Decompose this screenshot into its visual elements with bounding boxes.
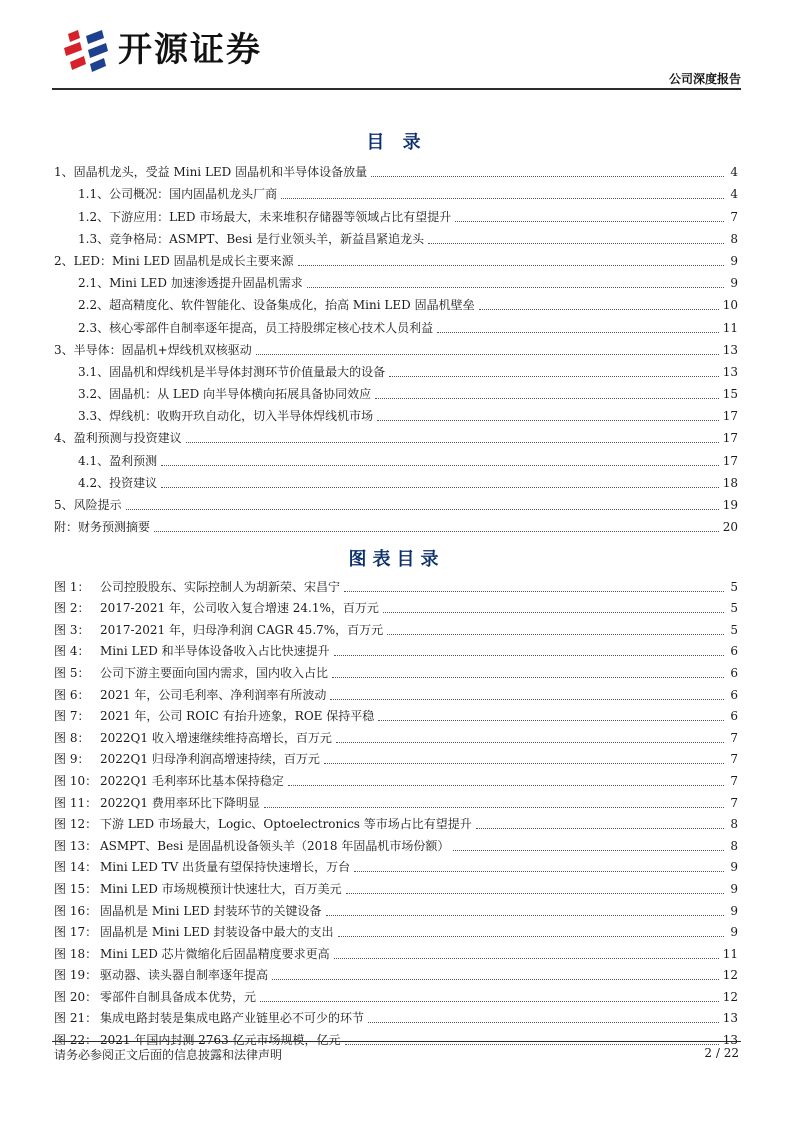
figure-number: 图 10：	[54, 773, 98, 788]
figure-entry[interactable]	[54, 962, 738, 984]
dot-leader	[332, 676, 724, 678]
figure-entry-label	[54, 709, 376, 724]
figure-entry-label	[54, 796, 262, 811]
dot-leader	[260, 1000, 719, 1002]
figure-caption: Mini LED 和半导体设备收入占比快速提升	[100, 644, 330, 659]
figure-entry-label	[54, 774, 286, 789]
toc-entry[interactable]	[54, 446, 738, 468]
toc-entry-label: 2.2、超高精度化、软件智能化、设备集成化，抬高 Mini LED 固晶机壁垒	[78, 298, 475, 313]
figure-number: 图 13：	[54, 838, 98, 853]
figure-entry-label	[54, 839, 451, 854]
dot-leader	[161, 464, 719, 466]
dot-leader	[455, 220, 724, 222]
page-number: 11	[722, 320, 738, 335]
page-number: 17	[722, 409, 738, 424]
page-number: 8	[730, 817, 738, 832]
dot-leader	[161, 486, 719, 488]
toc-entry-label: 4.2、投资建议	[78, 475, 158, 490]
brand-name: 开源证券	[118, 30, 262, 70]
figure-number: 图 7：	[54, 709, 90, 724]
toc-entry[interactable]	[54, 491, 738, 513]
dot-leader	[368, 1021, 719, 1023]
page-number: 17	[722, 453, 738, 468]
figure-caption: 下游 LED 市场最大，Logic、Optoelectronics 等市场占比有望提升	[100, 817, 472, 832]
page-number: 8	[730, 838, 738, 853]
figure-entry[interactable]	[54, 616, 738, 638]
figure-entry-label	[54, 904, 324, 919]
figure-caption: 2021 年，公司毛利率、净利润率有所波动	[100, 687, 327, 702]
dot-leader	[383, 611, 724, 613]
page-number: 9	[730, 903, 738, 918]
figure-entry-label	[54, 968, 270, 983]
dot-leader	[307, 286, 724, 288]
figure-entry-label	[54, 580, 342, 595]
page-number: 7	[730, 795, 738, 810]
figure-entry[interactable]	[54, 681, 738, 703]
page-number: 5	[730, 622, 738, 637]
toc-entry-label: 1.1、公司概况：国内固晶机龙头厂商	[78, 187, 278, 202]
figure-caption: 固晶机是 Mini LED 封装环节的关键设备	[100, 903, 322, 918]
toc-entry-label: 3.3、焊线机：收购开玖自动化，切入半导体焊线机市场	[78, 409, 374, 424]
toc-entry-label: 4.1、盈利预测	[78, 453, 158, 468]
page-number: 20	[722, 520, 738, 535]
toc-entry[interactable]	[54, 336, 738, 358]
figure-caption: 2022Q1 归母净利润高增速持续，百万元	[100, 752, 320, 767]
toc-entry[interactable]	[54, 313, 738, 335]
toc-title: 目 录	[366, 132, 427, 153]
figure-entry[interactable]	[54, 811, 738, 833]
page-number: 4	[730, 187, 738, 202]
dot-leader	[346, 892, 724, 894]
figure-caption: 2021 年国内封测 2763 亿元市场规模，亿元	[100, 1033, 341, 1048]
figure-entry-label	[54, 925, 336, 940]
page-number: 11	[722, 946, 738, 961]
figure-entry[interactable]	[54, 767, 738, 789]
dot-leader	[378, 719, 724, 721]
figure-entry[interactable]	[54, 638, 738, 660]
figure-number: 图 2：	[54, 601, 90, 616]
page-number: 13	[722, 1011, 738, 1026]
footer-disclaimer: 请务必参阅正文后面的信息披露和法律声明	[54, 1048, 283, 1062]
figure-number: 图 11：	[54, 795, 98, 810]
figure-number: 图 20：	[54, 989, 98, 1004]
figure-entry-label	[54, 947, 332, 962]
page-number: 12	[722, 968, 738, 983]
dot-leader	[334, 957, 719, 959]
toc-entry[interactable]	[54, 380, 738, 402]
dot-leader	[288, 784, 724, 786]
page-number: 9	[730, 881, 738, 896]
figure-entry[interactable]	[54, 659, 738, 681]
dot-leader	[336, 741, 724, 743]
dot-leader	[377, 419, 719, 421]
header-divider	[52, 88, 741, 90]
toc-list	[54, 158, 738, 535]
figure-caption: Mini LED TV 出货量有望保持快速增长，万台	[100, 860, 351, 875]
figure-number: 图 16：	[54, 903, 98, 918]
figure-number: 图 12：	[54, 817, 98, 832]
figure-entry[interactable]	[54, 746, 738, 768]
figure-number: 图 6：	[54, 687, 90, 702]
figure-entry[interactable]	[54, 595, 738, 617]
toc-entry-label: 1、固晶机龙头，受益 Mini LED 固晶机和半导体设备放量	[54, 165, 368, 180]
figure-caption: 驱动器、读头器自制率逐年提高	[100, 968, 269, 983]
toc-entry-label: 2.1、Mini LED 加速渗透提升固晶机需求	[78, 276, 303, 291]
dot-leader	[324, 762, 724, 764]
figure-entry[interactable]	[54, 1005, 738, 1027]
toc-entry[interactable]	[54, 469, 738, 491]
figure-number: 图 14：	[54, 860, 98, 875]
figure-entry-label	[54, 882, 344, 897]
dot-leader	[387, 633, 724, 635]
page-number: 6	[730, 709, 738, 724]
figure-number: 图 8：	[54, 730, 90, 745]
page-number: 13	[722, 364, 738, 379]
dot-leader	[186, 441, 719, 443]
figure-caption: 固晶机是 Mini LED 封装设备中最大的支出	[100, 925, 334, 940]
page-header	[0, 0, 793, 90]
dot-leader	[479, 308, 719, 310]
figure-entry[interactable]	[54, 832, 738, 854]
dot-leader	[272, 978, 719, 980]
figure-entry-label	[54, 666, 330, 681]
toc-entry[interactable]	[54, 424, 738, 446]
figure-caption: 2022Q1 毛利率环比基本保持稳定	[100, 773, 284, 788]
dot-leader	[371, 175, 724, 177]
figure-caption: 2022Q1 收入增速继续维持高增长，百万元	[100, 730, 332, 745]
toc-entry-label: 3.2、固晶机：从 LED 向半导体横向拓展具备协同效应	[78, 387, 372, 402]
figure-entry-label	[54, 688, 328, 703]
dot-leader	[375, 397, 719, 399]
toc-entry-label: 2、LED：Mini LED 固晶机是成长主要来源	[54, 253, 294, 268]
toc-entry[interactable]	[54, 269, 738, 291]
page-number: 9	[730, 925, 738, 940]
toc-entry[interactable]	[54, 513, 738, 535]
figure-caption: 2017-2021 年，归母净利润 CAGR 45.7%，百万元	[100, 622, 384, 637]
figure-entry[interactable]	[54, 919, 738, 941]
page-number: 7	[730, 773, 738, 788]
page-number: 7	[730, 730, 738, 745]
dot-leader	[453, 849, 724, 851]
figure-entry-label	[54, 860, 352, 875]
toc-entry[interactable]	[54, 402, 738, 424]
figure-number: 图 17：	[54, 925, 98, 940]
figure-number: 图 1：	[54, 579, 90, 594]
report-type-label: 公司深度报告	[668, 72, 741, 86]
figure-number: 图 4：	[54, 644, 90, 659]
figure-entry-label	[54, 817, 474, 832]
figure-number: 图 22：	[54, 1033, 98, 1048]
figure-entry[interactable]	[54, 940, 738, 962]
toc-entry[interactable]	[54, 247, 738, 269]
page-number: 5	[730, 601, 738, 616]
toc-entry-label: 4、盈利预测与投资建议	[54, 431, 182, 446]
toc-entry[interactable]	[54, 291, 738, 313]
figure-caption: 公司下游主要面向国内需求，国内收入占比	[100, 665, 329, 680]
footer-divider	[52, 1041, 741, 1042]
brand-logo	[62, 26, 292, 76]
toc-entry-label: 附：财务预测摘要	[54, 520, 151, 535]
figure-entry-label	[54, 623, 385, 638]
page-number: 5	[730, 579, 738, 594]
brand-logo-icon	[62, 26, 112, 76]
figure-entry-label	[54, 601, 381, 616]
toc-entry-label: 1.3、竞争格局：ASMPT、Besi 是行业领头羊，新益昌紧追龙头	[78, 231, 425, 246]
figure-number: 图 15：	[54, 881, 98, 896]
figure-caption: ASMPT、Besi 是固晶机设备领头羊（2018 年固晶机市场份额）	[100, 838, 450, 853]
page-number: 4	[730, 165, 738, 180]
figure-caption: Mini LED 市场规模预计快速壮大，百万美元	[100, 881, 342, 896]
figure-caption: 2022Q1 费用率环比下降明显	[100, 795, 260, 810]
page-number: 6	[730, 644, 738, 659]
figure-list-title: 图表目录	[348, 549, 445, 570]
figure-entry[interactable]	[54, 573, 738, 595]
toc-entry[interactable]	[54, 202, 738, 224]
page-number: 13	[722, 342, 738, 357]
figure-entry[interactable]	[54, 875, 738, 897]
page-number: 17	[722, 431, 738, 446]
toc-entry-label: 3、半导体：固晶机+焊线机双核驱动	[54, 342, 252, 357]
figure-entry-label	[54, 731, 334, 746]
figure-entry-label	[54, 752, 322, 767]
dot-leader	[256, 353, 719, 355]
dot-leader	[344, 590, 724, 592]
page-number: 15	[722, 387, 738, 402]
dot-leader	[326, 914, 725, 916]
figure-number: 图 19：	[54, 968, 98, 983]
toc-entry-label: 5、风险提示	[54, 498, 122, 512]
dot-leader	[338, 935, 725, 937]
dot-leader	[389, 375, 719, 377]
toc-entry[interactable]	[54, 180, 738, 202]
figure-entry-label	[54, 644, 332, 659]
page-number: 9	[730, 253, 738, 268]
figure-caption: 2017-2021 年，公司收入复合增速 24.1%，百万元	[100, 601, 379, 616]
page-number: 6	[730, 665, 738, 680]
figure-entry[interactable]	[54, 897, 738, 919]
dot-leader	[354, 870, 724, 872]
figure-entry[interactable]	[54, 703, 738, 725]
page-number: 19	[722, 498, 738, 512]
figure-entry[interactable]	[54, 789, 738, 811]
dot-leader	[437, 331, 719, 333]
toc-entry-label: 3.1、固晶机和焊线机是半导体封测环节价值量最大的设备	[78, 364, 386, 379]
figure-entry-label	[54, 1011, 366, 1026]
figure-caption: 公司控股股东、实际控制人为胡新荣、宋昌宁	[100, 579, 341, 594]
page-number: 13	[722, 1033, 738, 1048]
figure-entry[interactable]	[54, 724, 738, 746]
dot-leader	[264, 806, 724, 808]
toc-entry[interactable]	[54, 225, 738, 247]
page-number: 18	[722, 475, 738, 490]
page-number: 12	[722, 989, 738, 1004]
dot-leader	[334, 654, 724, 656]
page-indicator: 2 / 22	[704, 1046, 739, 1060]
page-number: 9	[730, 860, 738, 875]
page-number: 8	[730, 231, 738, 246]
dot-leader	[298, 264, 724, 266]
dot-leader	[281, 197, 724, 199]
figure-number: 图 3：	[54, 622, 90, 637]
page-number: 9	[730, 276, 738, 291]
figure-list	[54, 573, 738, 1048]
figure-entry[interactable]	[54, 854, 738, 876]
figure-caption: Mini LED 芯片微缩化后固晶精度要求更高	[100, 946, 330, 961]
figure-number: 图 5：	[54, 665, 90, 680]
page-number: 6	[730, 687, 738, 702]
dot-leader	[476, 827, 724, 829]
figure-caption: 零部件自制具备成本优势，元	[100, 989, 257, 1004]
page-number: 7	[730, 209, 738, 224]
figure-number: 图 9：	[54, 752, 90, 767]
figure-number: 图 21：	[54, 1011, 98, 1026]
figure-entry-label	[54, 990, 258, 1005]
dot-leader	[154, 530, 719, 532]
figure-caption: 2021 年，公司 ROIC 有抬升迹象，ROE 保持平稳	[100, 709, 375, 724]
toc-entry-label: 1.2、下游应用：LED 市场最大，未来堆积存储器等领域占比有望提升	[78, 209, 452, 224]
figure-entry[interactable]	[54, 983, 738, 1005]
toc-entry[interactable]	[54, 358, 738, 380]
toc-entry-label: 2.3、核心零部件自制率逐年提高，员工持股绑定核心技术人员利益	[78, 320, 434, 335]
dot-leader	[126, 508, 719, 510]
figure-caption: 集成电路封装是集成电路产业链里必不可少的环节	[100, 1011, 365, 1026]
page-number: 7	[730, 752, 738, 767]
toc-entry[interactable]	[54, 158, 738, 180]
dot-leader	[345, 1043, 719, 1045]
figure-entry[interactable]	[54, 1026, 738, 1048]
dot-leader	[428, 242, 724, 244]
figure-number: 图 18：	[54, 946, 98, 961]
dot-leader	[330, 698, 724, 700]
page-number: 10	[722, 298, 738, 313]
